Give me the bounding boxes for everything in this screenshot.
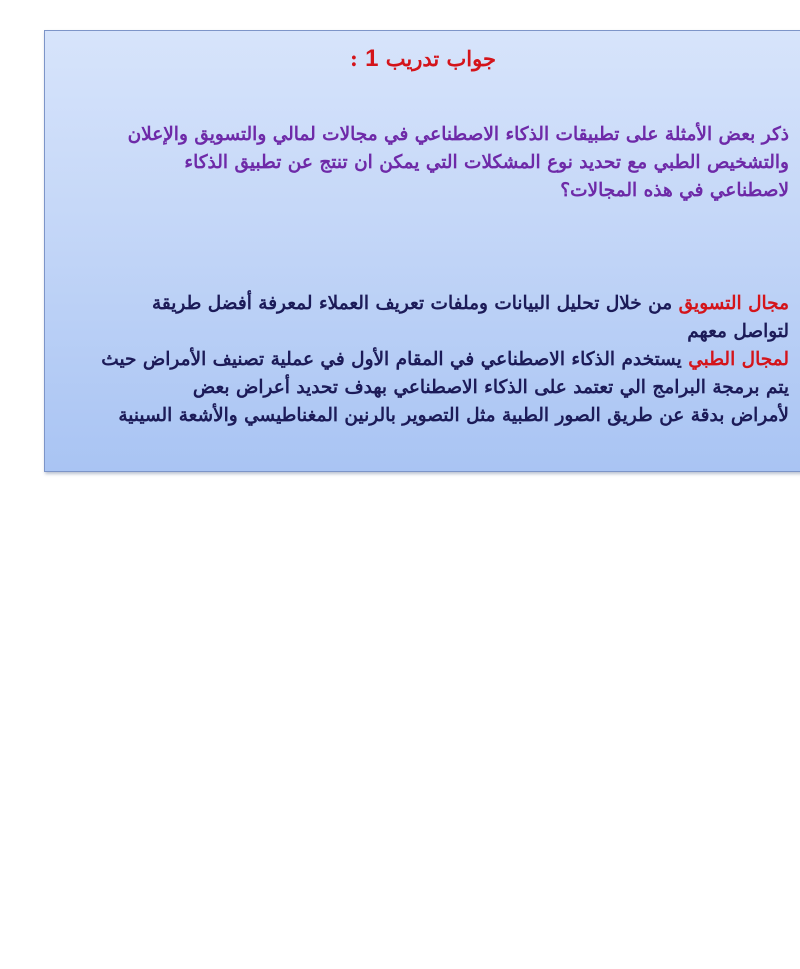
question-line-1: ذكر بعض الأمثلة على تطبيقات الذكاء الاصطناعي في مجالات لمالي والتسويق والإعلان xyxy=(127,124,789,145)
exercise-number: 1 xyxy=(365,45,379,72)
marketing-line-2: لتواصل معهم xyxy=(687,321,789,342)
answer-card xyxy=(44,30,800,472)
marketing-term: مجال التسويق xyxy=(678,293,789,314)
question-line-3: لاصطناعي في هذه المجالات؟ xyxy=(560,180,789,201)
question-text xyxy=(29,121,789,205)
medical-term: لمجال الطبي xyxy=(688,349,789,370)
exercise-title xyxy=(45,45,800,73)
marketing-line-1 xyxy=(29,290,789,318)
marketing-line-1-text: من خلال تحليل البيانات وملفات تعريف العملاء لمعرفة أفضل طريقة xyxy=(152,293,679,314)
exercise-title-colon: : xyxy=(350,46,358,71)
answers-text xyxy=(29,290,789,430)
medical-line-2: يتم برمجة البرامج الي تعتمد على الذكاء الاصطناعي بهدف تحديد أعراض بعض xyxy=(192,377,789,398)
medical-line-1-text: يستخدم الذكاء الاصطناعي في المقام الأول في عملية تصنيف الأمراض حيث xyxy=(101,349,689,370)
exercise-title-text: جواب تدريب xyxy=(385,46,496,71)
medical-line-3: لأمراض بدقة عن طريق الصور الطبية مثل التصوير بالرنين المغناطيسي والأشعة السينية xyxy=(118,405,789,426)
question-line-2: والتشخيص الطبي مع تحديد نوع المشكلات التي يمكن ان تنتج عن تطبيق الذكاء xyxy=(184,152,789,173)
medical-line-1 xyxy=(29,346,789,374)
